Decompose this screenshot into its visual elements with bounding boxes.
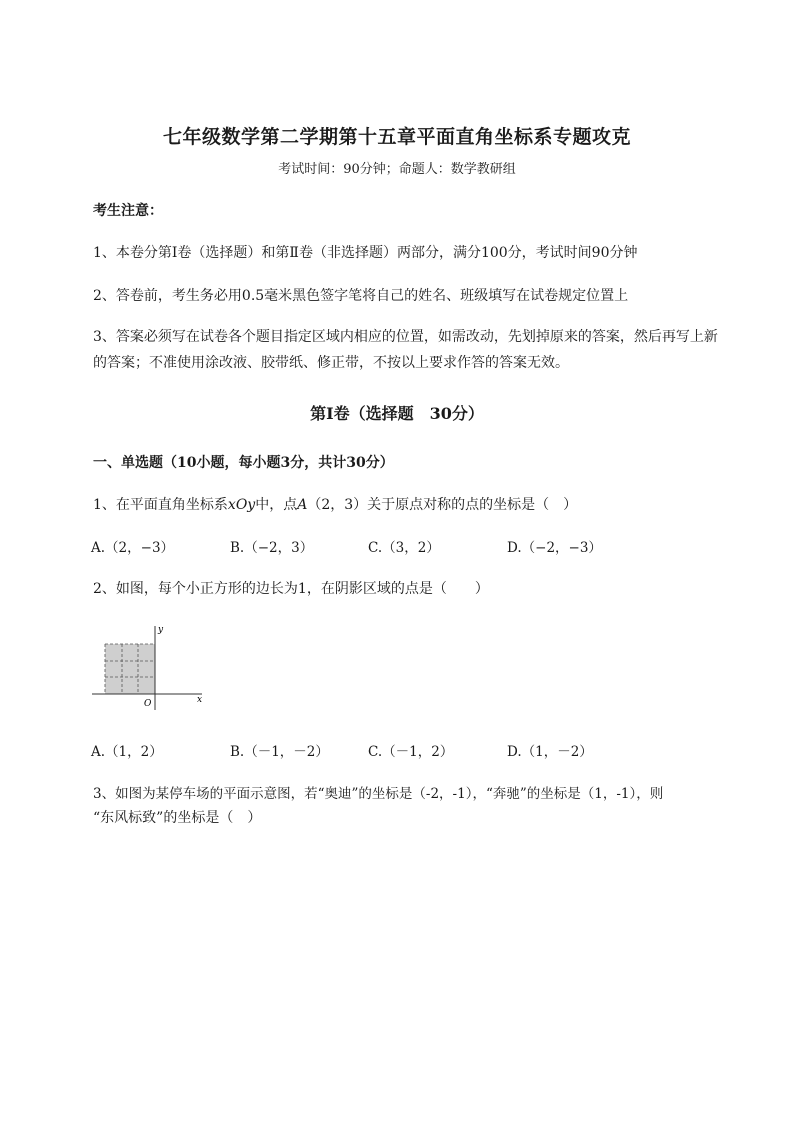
question-1-var2: A (297, 497, 308, 513)
exam-info: 考试时间：90分钟；命题人：数学教研组 (278, 162, 516, 177)
question-3-line-2: “东风标致”的坐标是（ ） (93, 810, 262, 826)
question-1-mid: 中，点 (255, 497, 298, 513)
coordinate-grid-figure (92, 622, 212, 714)
notice-line-3: 3、答案必须写在试卷各个题目指定区域内相应的位置，如需改动，先划掉原来的答案，然后再写上新 (93, 329, 718, 345)
q1-option-d: D.（−2，−3） (507, 540, 602, 556)
x-axis-label: x (197, 695, 203, 705)
y-axis-label: y (158, 625, 164, 635)
q2-option-a: A.（1，2） (91, 744, 163, 760)
q2-option-d: D.（1，－2） (507, 744, 593, 760)
section-title: 第I卷（选择题 30分） (310, 404, 484, 423)
question-3-line-1: 3、如图为某停车场的平面示意图，若“奥迪”的坐标是（-2，-1），“奔驰”的坐标是（1，-1），则 (93, 786, 664, 802)
question-1-text (93, 494, 577, 514)
notice-line-2: 2、答卷前，考生务必用0.5毫米黑色签字笔将自己的姓名、班级填写在试卷规定位置上 (93, 288, 629, 304)
part-title: 一、单选题（10小题，每小题3分，共计30分） (93, 455, 394, 471)
q2-option-c: C.（－1，2） (368, 744, 454, 760)
question-1-post: （2，3）关于原点对称的点的坐标是（ ） (307, 497, 578, 513)
notice-line-4: 的答案；不准使用涂改液、胶带纸、修正带，不按以上要求作答的答案无效。 (93, 355, 569, 371)
origin-label: O (144, 699, 152, 709)
notice-line-1: 1、本卷分第I卷（选择题）和第Ⅱ卷（非选择题）两部分，满分100分，考试时间90分钟 (93, 245, 638, 261)
question-1-var: xOy (227, 497, 256, 513)
q1-option-a: A.（2，−3） (91, 540, 175, 556)
question-2-text: 2、如图，每个小正方形的边长为1，在阴影区域的点是（ ） (93, 581, 489, 597)
q1-option-b: B.（−2，3） (230, 540, 314, 556)
question-1-pre: 1、在平面直角坐标系 (93, 497, 228, 513)
notice-heading: 考生注意： (93, 203, 163, 219)
q1-option-c: C.（3，2） (368, 540, 440, 556)
q2-option-b: B.（－1，－2） (230, 744, 329, 760)
page-title: 七年级数学第二学期第十五章平面直角坐标系专题攻克 (162, 126, 631, 148)
shaded-region (105, 644, 155, 694)
